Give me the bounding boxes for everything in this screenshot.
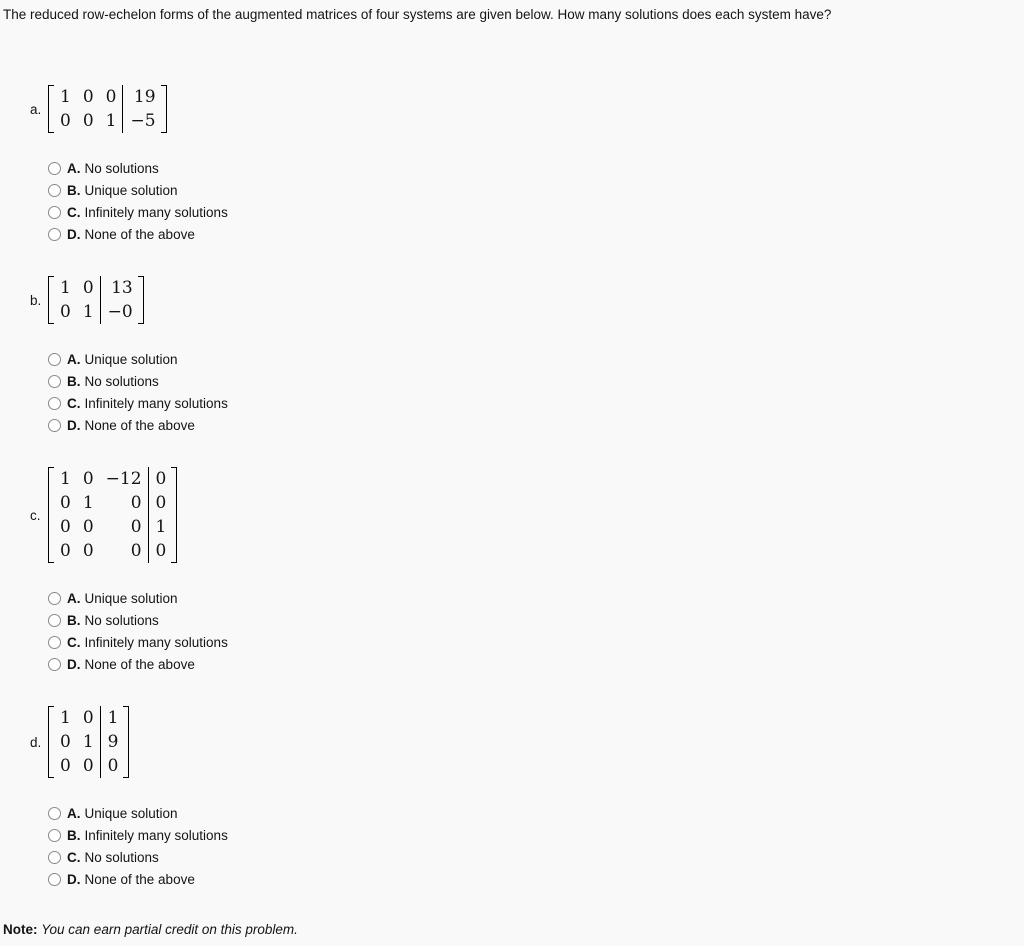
matrix-row: [54, 539, 171, 563]
note-label: Note:: [3, 922, 38, 937]
matrix-cell: 0: [82, 469, 94, 489]
matrix-row: [54, 491, 171, 515]
option-letter: D.: [67, 656, 81, 672]
option-letter: C.: [67, 849, 81, 865]
option-text: None of the above: [84, 656, 195, 672]
question-c: [30, 467, 1024, 675]
matrix-row: [54, 85, 161, 109]
page-title: The reduced row-echelon forms of the augmented matrices of four systems are given below. How many solutions does each system have?: [3, 7, 832, 22]
matrix-row: [54, 467, 171, 491]
question-label: b.: [30, 292, 42, 308]
matrix-cell: 1: [60, 87, 71, 107]
radio-button[interactable]: [48, 636, 61, 649]
matrix-row: [54, 300, 138, 324]
matrix-augmented-cell: 9: [100, 730, 123, 754]
option-b-a[interactable]: [48, 348, 1024, 370]
matrix-augmented-cell: 0: [148, 539, 171, 563]
options-a: [48, 157, 1024, 245]
option-c-b[interactable]: [48, 609, 1024, 631]
questions-list: [0, 85, 1024, 890]
radio-button[interactable]: [48, 206, 61, 219]
matrix-right-bracket-icon: [138, 276, 144, 324]
option-b-b[interactable]: [48, 370, 1024, 392]
option-text: Infinitely many solutions: [84, 395, 228, 411]
matrix-cell: 0: [130, 541, 142, 561]
option-letter: A.: [67, 160, 81, 176]
option-d-d[interactable]: [48, 868, 1024, 890]
radio-button[interactable]: [48, 592, 61, 605]
radio-button[interactable]: [48, 614, 61, 627]
matrix-cell: 1: [105, 111, 117, 131]
matrix-right-bracket-icon: [123, 706, 129, 778]
option-text: Unique solution: [84, 590, 178, 606]
matrix-cell: 0: [60, 517, 71, 537]
matrix-row: [54, 276, 138, 300]
matrix-cell: 0: [82, 87, 94, 107]
matrix-row: [54, 730, 123, 754]
options-b: [48, 348, 1024, 436]
option-letter: D.: [67, 871, 81, 887]
radio-button[interactable]: [48, 184, 61, 197]
option-letter: D.: [67, 417, 81, 433]
matrix-block-a: [30, 85, 1024, 133]
note-text: You can earn partial credit on this problem.: [41, 922, 298, 937]
option-text: No solutions: [84, 612, 159, 628]
matrix-grid: [54, 706, 123, 778]
question-label: d.: [30, 734, 42, 750]
option-text: No solutions: [84, 160, 159, 176]
augmented-matrix: [48, 706, 129, 778]
matrix-grid: [54, 467, 171, 563]
option-c-d[interactable]: [48, 653, 1024, 675]
option-text: None of the above: [84, 226, 195, 242]
matrix-augmented-cell: −5: [123, 109, 161, 133]
option-letter: D.: [67, 226, 81, 242]
question-label: a.: [30, 101, 42, 117]
note: [3, 921, 1024, 938]
radio-button[interactable]: [48, 419, 61, 432]
matrix-block-c: [30, 467, 1024, 563]
option-letter: B.: [67, 373, 81, 389]
matrix-block-b: [30, 276, 1024, 324]
matrix-cell: 1: [60, 708, 71, 728]
option-letter: C.: [67, 204, 81, 220]
matrix-augmented-cell: 0: [148, 491, 171, 515]
option-text: None of the above: [84, 417, 195, 433]
radio-button[interactable]: [48, 228, 61, 241]
matrix-cell: 0: [60, 111, 71, 131]
option-b-d[interactable]: [48, 414, 1024, 436]
matrix-cell: 0: [82, 517, 94, 537]
option-text: Unique solution: [84, 351, 178, 367]
option-letter: A.: [67, 351, 81, 367]
option-text: Infinitely many solutions: [84, 204, 228, 220]
option-b-c[interactable]: [48, 392, 1024, 414]
option-text: None of the above: [84, 871, 195, 887]
option-d-c[interactable]: [48, 846, 1024, 868]
matrix-cell: 0: [60, 732, 71, 752]
matrix-cell: 0: [82, 278, 94, 298]
matrix-right-bracket-icon: [171, 467, 177, 563]
matrix-cell: 1: [82, 302, 94, 322]
matrix-row: [54, 515, 171, 539]
matrix-augmented-cell: 1: [100, 706, 123, 730]
radio-button[interactable]: [48, 397, 61, 410]
option-c-a[interactable]: [48, 587, 1024, 609]
radio-button[interactable]: [48, 851, 61, 864]
radio-button[interactable]: [48, 873, 61, 886]
matrix-augmented-cell: 0: [100, 754, 123, 778]
option-a-c[interactable]: [48, 201, 1024, 223]
matrix-cell: 0: [82, 756, 94, 776]
option-d-b[interactable]: [48, 824, 1024, 846]
matrix-block-d: [30, 706, 1024, 778]
radio-button[interactable]: [48, 162, 61, 175]
option-letter: C.: [67, 634, 81, 650]
matrix-cell: 1: [60, 278, 71, 298]
option-letter: C.: [67, 395, 81, 411]
matrix-cell: 0: [60, 302, 71, 322]
matrix-augmented-cell: 19: [123, 85, 161, 109]
option-text: Infinitely many solutions: [84, 827, 228, 843]
matrix-augmented-cell: −0: [100, 300, 138, 324]
matrix-cell: 0: [82, 708, 94, 728]
question-label: c.: [30, 507, 41, 523]
matrix-grid: [54, 276, 138, 324]
matrix-grid: [54, 85, 161, 133]
option-letter: B.: [67, 827, 81, 843]
radio-button[interactable]: [48, 829, 61, 842]
matrix-cell: −12: [105, 469, 142, 489]
matrix-cell: 1: [82, 732, 94, 752]
matrix-cell: 0: [130, 517, 142, 537]
option-text: Infinitely many solutions: [84, 634, 228, 650]
options-c: [48, 587, 1024, 675]
radio-button[interactable]: [48, 658, 61, 671]
option-letter: A.: [67, 590, 81, 606]
matrix-cell: 1: [60, 469, 71, 489]
question-b: [30, 276, 1024, 436]
matrix-right-bracket-icon: [161, 85, 167, 133]
matrix-augmented-cell: 0: [148, 467, 171, 491]
augmented-matrix: [48, 85, 167, 133]
option-letter: B.: [67, 182, 81, 198]
option-text: No solutions: [84, 849, 159, 865]
matrix-cell: 0: [130, 493, 142, 513]
option-a-b[interactable]: [48, 179, 1024, 201]
matrix-cell: 0: [60, 541, 71, 561]
matrix-row: [54, 109, 161, 133]
option-text: No solutions: [84, 373, 159, 389]
matrix-cell: 0: [105, 87, 117, 107]
augmented-matrix: [48, 276, 144, 324]
option-text: Unique solution: [84, 182, 178, 198]
option-text: Unique solution: [84, 805, 178, 821]
radio-button[interactable]: [48, 353, 61, 366]
matrix-cell: 0: [60, 493, 71, 513]
option-a-d[interactable]: [48, 223, 1024, 245]
radio-button[interactable]: [48, 375, 61, 388]
matrix-cell: 0: [82, 111, 94, 131]
matrix-cell: 0: [60, 756, 71, 776]
matrix-row: [54, 754, 123, 778]
option-a-a[interactable]: [48, 157, 1024, 179]
radio-button[interactable]: [48, 807, 61, 820]
matrix-augmented-cell: 13: [100, 276, 138, 300]
option-letter: A.: [67, 805, 81, 821]
question-a: [30, 85, 1024, 245]
option-letter: B.: [67, 612, 81, 628]
matrix-row: [54, 706, 123, 730]
matrix-augmented-cell: 1: [148, 515, 171, 539]
augmented-matrix: [48, 467, 177, 563]
options-d: [48, 802, 1024, 890]
option-d-a[interactable]: [48, 802, 1024, 824]
question-d: [30, 706, 1024, 890]
matrix-cell: 1: [82, 493, 94, 513]
matrix-cell: 0: [82, 541, 94, 561]
option-c-c[interactable]: [48, 631, 1024, 653]
